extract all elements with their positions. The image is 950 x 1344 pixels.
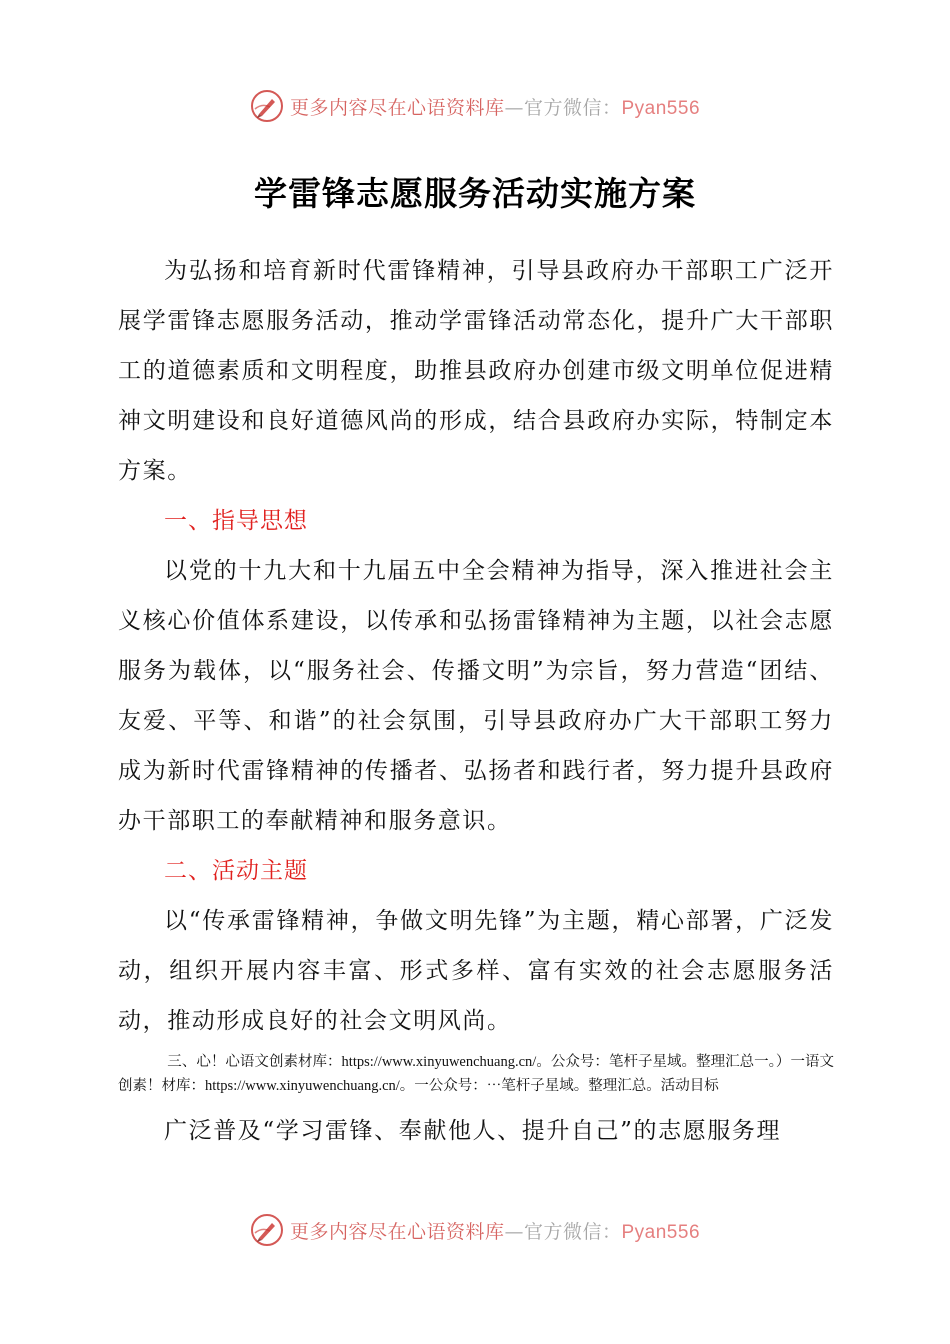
pen-logo-icon xyxy=(250,89,284,123)
watermark-header xyxy=(0,86,950,126)
document-title: 学雷锋志愿服务活动实施方案 xyxy=(254,174,696,213)
section-heading-guiding-ideology: 一、指导思想 xyxy=(164,508,308,534)
section-heading-activity-theme: 二、活动主题 xyxy=(164,858,308,884)
watermark-footer xyxy=(0,1210,950,1250)
watermark-text: 更多内容尽在心语资料库—官方微信：Pyan556 xyxy=(289,96,701,119)
intro-paragraph: 为弘扬和培育新时代雷锋精神，引导县政府办干部职工广泛开展学雷锋志愿服务活动，推动学雷锋活动常态化，提升广大干部职工的道德素质和文明程度，助推县政府办创建市级文明单位促进精神文明建设和良好道德风尚的形成，结合县政府办实际，特制定本方案。 xyxy=(118,258,834,484)
watermark-text: 更多内容尽在心语资料库—官方微信：Pyan556 xyxy=(289,1220,701,1243)
pen-logo-icon xyxy=(250,1213,284,1247)
inserted-note: 三、心！心语文创素材库：https://www.xinyuwenchuang.cn/。公众号：笔杆子星域。整理汇总一。）一语文创素！材库：https://www.xinyuwenchuang.cn/。一公众号：⋯笔杆子星域。整理汇总。活动目标 xyxy=(118,1054,834,1094)
document-body xyxy=(118,246,834,1156)
section-paragraph-activity-theme: 以“传承雷锋精神，争做文明先锋”为主题，精心部署，广泛发动，组织开展内容丰富、形式多样、富有实效的社会志愿服务活动，推动形成良好的社会文明风尚。 xyxy=(118,908,834,1034)
section-paragraph-guiding-ideology: 以党的十九大和十九届五中全会精神为指导，深入推进社会主义核心价值体系建设，以传承和弘扬雷锋精神为主题，以社会志愿服务为载体，以“服务社会、传播文明”为宗旨，努力营造“团结、友爱、平等、和谐”的社会氛围，引导县政府办广大干部职工努力成为新时代雷锋精神的传播者、弘扬者和践行者，努力提升县政府办干部职工的奉献精神和服务意识。 xyxy=(118,558,834,834)
section-paragraph-activity-goal: 广泛普及“学习雷锋、奉献他人、提升自己”的志愿服务理 xyxy=(164,1118,782,1144)
